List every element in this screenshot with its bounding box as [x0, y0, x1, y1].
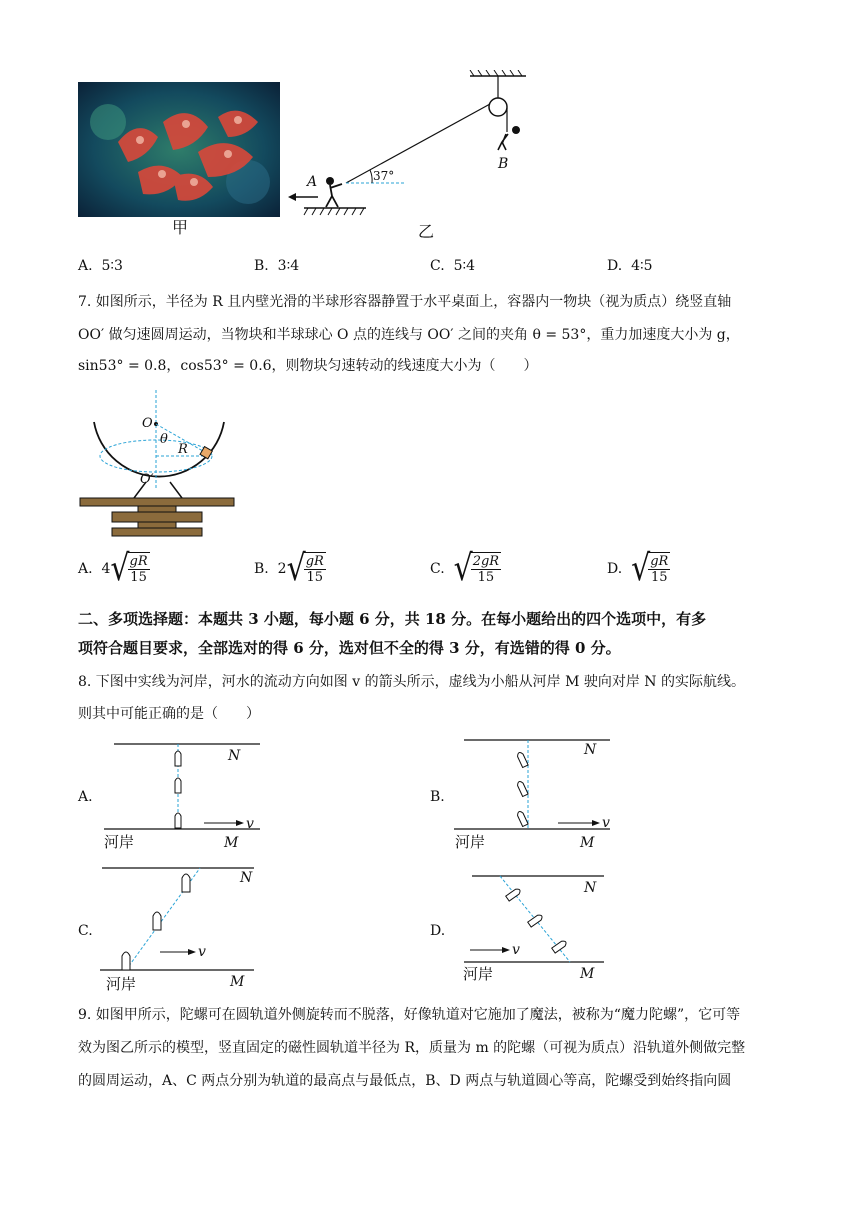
q8b-N: N — [584, 742, 597, 758]
q7-option-b[interactable]: B. 2 √ $\frac{gR}{15}$ — [254, 546, 324, 589]
fig-R: R — [178, 442, 188, 457]
q8d-M: M — [580, 966, 595, 982]
q7-option-d[interactable]: D. √ $\frac{gR}{15}$ — [607, 546, 669, 589]
hemisphere-figure — [78, 384, 238, 538]
label-A: A — [307, 174, 318, 190]
fig-O: O — [142, 416, 153, 431]
fig-theta: θ — [160, 432, 168, 447]
q8c-M: M — [230, 974, 245, 990]
q9-line1: 9. 如图甲所示，陀螺可在圆轨道外侧旋转而不脱落，好像轨道对它施加了魔法，被称为“魔力陀螺”，它可等 — [78, 1007, 741, 1023]
angle-37: 37° — [373, 169, 395, 183]
q8-option-c[interactable]: C. — [78, 923, 93, 939]
q7-line1: 7. 如图所示，半径为 R 且内壁光滑的半球形容器静置于水平桌面上，容器内一物块（视为质点）绕竖直轴 — [78, 294, 732, 310]
q7-option-c[interactable]: C. √ $\frac{2gR}{15}$ — [430, 546, 500, 589]
q6-option-b[interactable]: B. 3∶4 — [254, 258, 300, 274]
q8d-v: v — [512, 942, 520, 958]
pulley-figure — [280, 70, 540, 220]
caption-right: 乙 — [418, 222, 435, 241]
q8a-N: N — [228, 748, 241, 764]
q7-line3: sin53° = 0.8，cos53° = 0.6，则物块匀速转动的线速度大小为（ ） — [78, 358, 538, 374]
q7-option-a[interactable]: A. 4 √ $\frac{gR}{15}$ — [78, 546, 148, 589]
q8b-v: v — [602, 815, 610, 831]
q8c-v: v — [198, 944, 206, 960]
label-B: B — [498, 156, 509, 172]
section2-line1: 二、多项选择题：本题共 3 小题，每小题 6 分，共 18 分。在每小题给出的四个选项中，有多 — [78, 610, 707, 628]
q8a-v: v — [246, 816, 254, 832]
q8-option-b[interactable]: B. — [430, 789, 445, 805]
q8-option-a[interactable]: A. — [78, 789, 93, 805]
q6-option-a[interactable]: A. 5∶3 — [78, 258, 123, 274]
q8b-M: M — [580, 835, 595, 851]
photo-dancers — [78, 82, 280, 217]
q8a-M: M — [224, 835, 239, 851]
caption-left: 甲 — [172, 218, 189, 237]
q8-line1: 8. 下图中实线为河岸，河水的流动方向如图 v 的箭头所示，虚线为小船从河岸 M 驶向对岸 N 的实际航线。 — [78, 674, 746, 690]
q6-option-d[interactable]: D. 4∶5 — [607, 258, 653, 274]
q8-line2: 则其中可能正确的是（ ） — [78, 706, 260, 722]
section2-line2: 项符合题目要求，全部选对的得 6 分，选对但不全的得 3 分，有选错的得 0 分。 — [78, 639, 621, 657]
q8c-N: N — [240, 870, 253, 886]
fig-O-prime: O′ — [140, 472, 154, 487]
q8d-N: N — [584, 880, 597, 896]
q7-line2: OO′ 做匀速圆周运动，当物块和半球球心 O 点的连线与 OO′ 之间的夹角 θ = 53°，重力加速度大小为 g， — [78, 327, 740, 343]
q6-option-c[interactable]: C. 5∶4 — [430, 258, 476, 274]
q8b-bank: 河岸 — [455, 833, 486, 851]
q8d-bank: 河岸 — [463, 965, 494, 983]
q9-line2: 效为图乙所示的模型，竖直固定的磁性圆轨道半径为 R，质量为 m 的陀螺（可视为质点）沿轨道外侧做完整 — [78, 1040, 746, 1056]
q8a-bank: 河岸 — [104, 833, 135, 851]
q8c-bank: 河岸 — [106, 975, 137, 993]
q9-line3: 的圆周运动，A、C 两点分别为轨道的最高点与最低点，B、D 两点与轨道圆心等高，陀螺受到始终指向圆 — [78, 1073, 732, 1089]
q8-option-d[interactable]: D. — [430, 923, 446, 939]
